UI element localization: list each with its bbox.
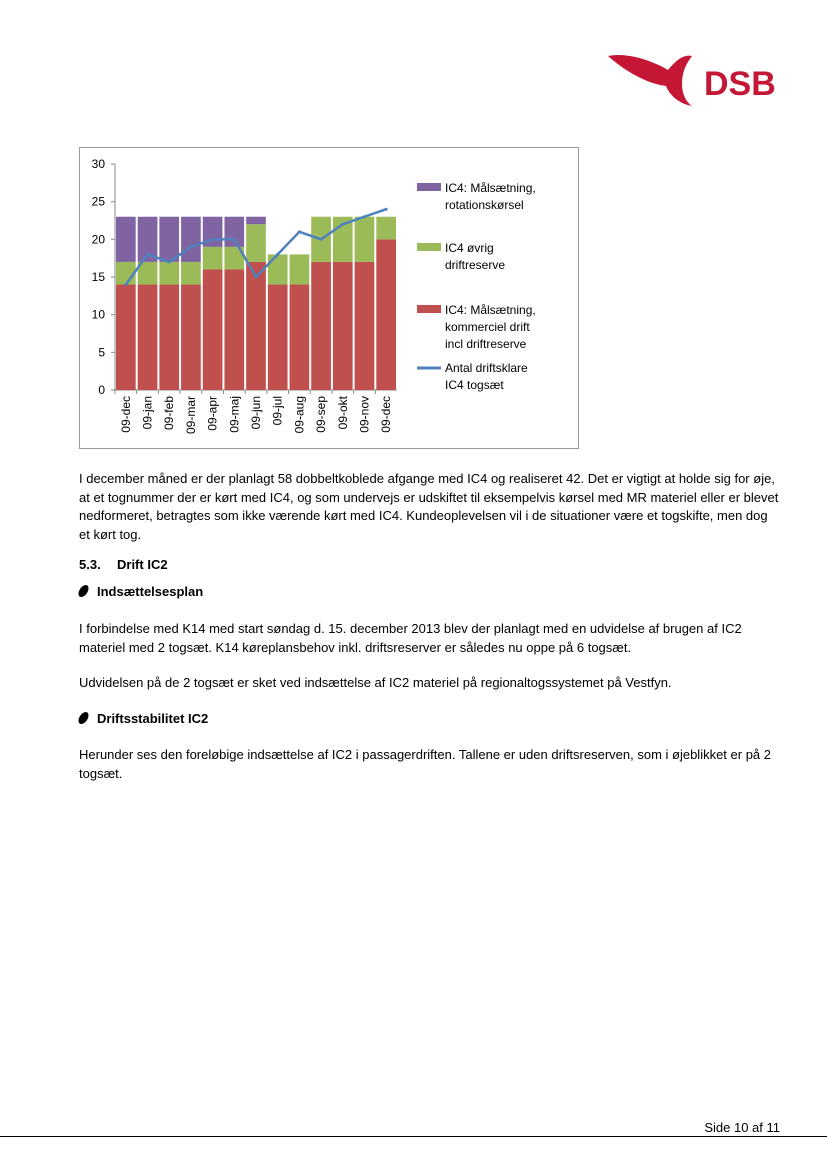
bar-segment	[138, 285, 158, 390]
line-point	[363, 215, 366, 218]
y-tick-label: 0	[98, 383, 105, 397]
x-tick-label: 09-apr	[205, 396, 220, 431]
bar-segment	[159, 217, 179, 262]
bar-segment	[376, 217, 396, 240]
bar-segment	[376, 239, 396, 390]
dsb-logo-text: DSB	[704, 65, 776, 103]
bar-segment	[333, 262, 353, 390]
legend-label: IC4: Målsætning, kommerciel drift incl driftreserve	[445, 303, 536, 351]
x-tick-label: 09-okt	[335, 396, 350, 430]
chart-canvas	[80, 148, 580, 450]
bar-segment	[203, 247, 223, 270]
x-tick-label: 09-maj	[227, 396, 242, 433]
y-tick-label: 10	[91, 307, 105, 322]
paragraph-herunder: Herunder ses den foreløbige indsættelse af IC2 i passagerdriften. Tallene er uden driftsreserven, som i øjeblikket er på 2 togsæt.	[79, 747, 772, 781]
y-tick-label: 25	[91, 194, 105, 209]
bar-segment	[181, 262, 201, 285]
bar-segment	[268, 254, 288, 284]
bar-segment	[290, 285, 310, 390]
bar-segment	[268, 285, 288, 390]
line-point	[255, 276, 258, 279]
subheading-indsaettelsesplan	[79, 584, 203, 599]
line-point	[146, 253, 149, 256]
bar-segment	[116, 285, 136, 390]
x-tick-label: 09-dec	[118, 396, 133, 433]
x-tick-label: 09-feb	[162, 396, 177, 431]
legend-label: Antal driftsklare IC4 togsæt	[445, 361, 528, 392]
dsb-logo	[606, 50, 786, 108]
paragraph-december: I december måned er der planlagt 58 dobbeltkoblede afgange med IC4 og realiseret 42. Det er vigtigt at holde sig for øje, at et tognummer der er kørt med IC4, og som undervejs er udskiftet til eksempelvis kørsel med MR materiel eller er blevet nedformeret, betragtes som ikke værende kørt med IC4. Kundeoplevelsen vil i de situationer være et togskifte, men dog et kørt tog.	[79, 471, 779, 542]
bar-segment	[159, 262, 179, 285]
line-point	[168, 260, 171, 263]
bar-segment	[311, 262, 331, 390]
bar-segment	[290, 254, 310, 284]
legend-label: IC4 øvrig driftreserve	[445, 241, 506, 272]
bar-segment	[116, 217, 136, 262]
line-point	[385, 208, 388, 211]
x-tick-label: 09-jan	[140, 396, 155, 430]
subheading-text: Driftsstabilitet IC2	[97, 711, 209, 726]
y-tick-label: 15	[91, 270, 105, 284]
bar-segment	[203, 269, 223, 390]
y-tick-label: 20	[91, 232, 105, 247]
line-point	[189, 245, 192, 248]
bar-segment	[181, 217, 201, 262]
subheading-text: Indsættelsesplan	[97, 584, 204, 599]
x-tick-label: 09-jul	[270, 396, 285, 426]
bar-segment	[224, 269, 244, 390]
line-point	[124, 283, 127, 286]
ic4-chart	[79, 147, 579, 449]
bar-segment	[181, 285, 201, 390]
line-point	[276, 253, 279, 256]
paragraph-k14: I forbindelse med K14 med start søndag d. 15. december 2013 blev der planlagt med en udvidelse af brugen af IC2 materiel med 2 togsæt. K14 køreplansbehov inkl. driftsreserver er således nu oppe på 6 togsæt.	[79, 621, 742, 655]
page-number: Side 10 af 11	[704, 1120, 780, 1135]
x-tick-label: 09-sep	[314, 396, 329, 433]
bar-segment	[224, 217, 244, 247]
bar-segment	[355, 262, 375, 390]
legend-label: IC4: Målsætning, rotationskørsel	[445, 181, 536, 212]
legend-swatch	[417, 243, 441, 251]
x-tick-label: 09-nov	[357, 396, 372, 433]
line-point	[341, 223, 344, 226]
line-point	[320, 238, 323, 241]
paragraph-udvidelsen: Udvidelsen på de 2 togsæt er sket ved indsættelse af IC2 materiel på regionaltogssystemet på Vestfyn.	[79, 675, 672, 690]
section-number: 5.3.	[79, 557, 101, 572]
y-tick-label: 30	[91, 157, 105, 171]
bar-segment	[355, 217, 375, 262]
x-tick-label: 09-dec	[379, 396, 394, 433]
legend-swatch	[417, 183, 441, 191]
bar-segment	[246, 262, 266, 390]
line-point	[211, 238, 214, 241]
section-title: Drift IC2	[117, 557, 168, 572]
footer-divider	[0, 1136, 827, 1137]
legend-swatch	[417, 305, 441, 313]
y-tick-label: 5	[98, 345, 105, 360]
dsb-logo-mark	[606, 50, 786, 108]
x-tick-label: 09-jun	[249, 396, 263, 430]
bullet-icon	[77, 712, 90, 724]
x-tick-label: 09-mar	[183, 396, 198, 435]
bar-segment	[246, 224, 266, 262]
subheading-driftsstabilitet	[79, 711, 208, 726]
line-point	[233, 238, 236, 241]
bar-segment	[246, 217, 266, 225]
line-point	[298, 230, 301, 233]
section-heading	[79, 557, 168, 572]
bar-segment	[159, 285, 179, 390]
bullet-icon	[77, 585, 90, 597]
x-tick-label: 09-aug	[292, 396, 307, 434]
